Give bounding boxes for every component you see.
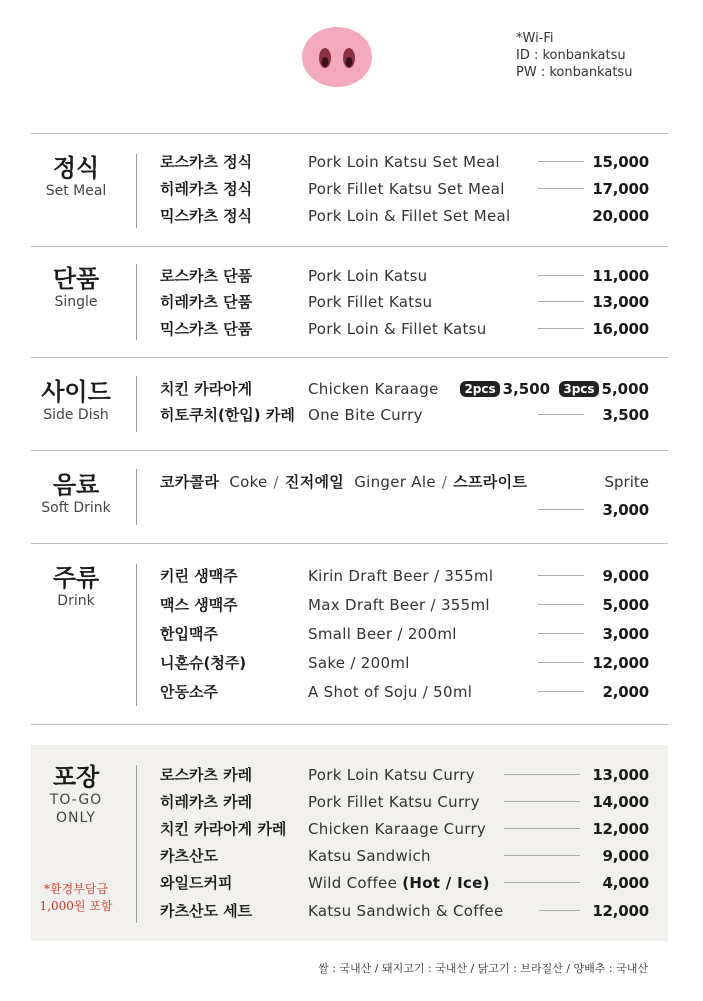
item-name-ko: 키린 생맥주 (160, 567, 238, 585)
item-price: 16,000 (592, 320, 649, 338)
wifi-info (516, 30, 632, 81)
menu-item (31, 289, 668, 315)
item-name-ko: 진저에일 (284, 473, 345, 491)
dash-leader (538, 328, 584, 329)
menu-item (31, 679, 668, 705)
item-name-en: Kirin Draft Beer / 355ml (308, 567, 494, 585)
category-en: TO-GO (49, 792, 103, 808)
dash-leader (538, 575, 584, 576)
item-name-ko: 스프라이트 (453, 473, 528, 491)
dash-leader (538, 662, 584, 663)
item-name-en: Pork Fillet Katsu Set Meal (308, 180, 505, 198)
dash-leader (504, 882, 580, 883)
item-name-en: Small Beer / 200ml (308, 625, 457, 643)
dash-leader (538, 604, 584, 605)
dash-leader (504, 801, 580, 802)
dash-leader (538, 509, 584, 510)
menu-item (31, 376, 668, 402)
item-price: 20,000 (592, 207, 649, 225)
item-name-en: A Shot of Soju / 50ml (308, 683, 473, 701)
menu-item (31, 469, 668, 495)
item-name-ko: 믹스카츠 정식 (160, 207, 253, 225)
item-price: 13,000 (592, 766, 649, 784)
fee-note-line: *환경부담금 (44, 882, 108, 896)
section-set-meal (31, 134, 668, 246)
category-en: Drink (57, 593, 95, 609)
dash-leader (538, 414, 584, 415)
origin-info: 쌀 : 국내산 / 돼지고기 : 국내산 / 닭고기 : 브라질산 / 양배추 : 국내산 (318, 962, 648, 975)
item-price: 3,500 (502, 380, 551, 398)
item-price: 3,000 (602, 501, 649, 519)
item-name-ko: 히레카츠 정식 (160, 180, 253, 198)
menu-item (31, 176, 668, 202)
item-name-en: Max Draft Beer / 355ml (308, 596, 490, 614)
category-ko: 포장 (52, 763, 100, 791)
item-name-ko: 한입맥주 (160, 625, 218, 643)
category-ko: 정식 (52, 154, 100, 182)
category-ko: 음료 (52, 471, 100, 499)
wifi-id: ID : konbankatsu (516, 48, 626, 63)
section-side-dish (31, 358, 668, 450)
item-name-en: Pork Loin Katsu Curry (308, 766, 475, 784)
item-name-ko: 로스카츠 카레 (160, 766, 253, 784)
fee-note-line: 1,000원 포함 (39, 899, 113, 913)
item-price: 12,000 (592, 902, 649, 920)
item-name-ko: 코카콜라 (160, 473, 220, 491)
dash-leader (504, 855, 580, 856)
item-price: 5,000 (601, 380, 649, 398)
item-name-ko: 히토쿠치(한입) 카레 (160, 406, 295, 424)
item-name-ko: 믹스카츠 단품 (160, 320, 253, 338)
item-name-en: Pork Loin & Fillet Set Meal (308, 207, 511, 225)
dash-leader (538, 188, 584, 189)
dash-leader (539, 910, 580, 911)
menu-item (31, 621, 668, 647)
menu-item (31, 898, 668, 924)
category-ko: 단품 (52, 265, 100, 293)
menu-item (31, 402, 668, 428)
item-price: 3,000 (602, 625, 649, 643)
pig-nose-icon (301, 26, 373, 88)
item-name-en: Chicken Karaage Curry (308, 820, 487, 838)
section-single (31, 247, 668, 357)
menu-item (31, 650, 668, 676)
item-name-en: Chicken Karaage (308, 380, 439, 398)
item-price: 2,000 (602, 683, 649, 701)
category-en: Single (54, 294, 98, 310)
menu-item (31, 592, 668, 618)
item-name-ko: 로스카츠 단품 (160, 267, 253, 285)
item-name-ko: 와일드커피 (160, 874, 233, 892)
menu-item (31, 497, 668, 523)
menu-item (31, 203, 668, 229)
section-togo (31, 745, 668, 941)
menu-item (31, 316, 668, 342)
wifi-title: *Wi-Fi (516, 31, 554, 46)
item-name-en: Pork Loin Katsu Set Meal (308, 153, 500, 171)
pcs-badge: 3pcs (559, 381, 598, 397)
item-price: 12,000 (592, 820, 649, 838)
section-soft-drink (31, 451, 668, 543)
category-en: Set Meal (45, 183, 107, 199)
item-name-en: Pork Fillet Katsu (308, 293, 433, 311)
item-name-en: Coke (229, 473, 268, 491)
item-name-ko: 치킨 카라아게 카레 (160, 820, 287, 838)
item-name-ko: 히레카츠 카레 (160, 793, 253, 811)
menu-item (31, 149, 668, 175)
item-name-en: Pork Loin & Fillet Katsu (308, 320, 487, 338)
item-price: 5,000 (602, 596, 649, 614)
item-name-en: Katsu Sandwich & Coffee (308, 902, 504, 920)
item-price: 17,000 (592, 180, 649, 198)
item-name-ko: 로스카츠 정식 (160, 153, 253, 171)
menu-item (31, 789, 668, 815)
item-name-en: Katsu Sandwich (308, 847, 431, 865)
item-name-en: Wild Coffee (308, 874, 398, 892)
item-name-ko: 안동소주 (160, 683, 218, 701)
item-name-ko: 치킨 카라아게 (160, 380, 253, 398)
soft-drink-list (160, 469, 527, 495)
category-en: Soft Drink (41, 500, 111, 516)
item-name-en: Pork Loin Katsu (308, 267, 428, 285)
item-name-en-group (308, 870, 490, 896)
dash-leader (538, 633, 584, 634)
category-en: ONLY (56, 810, 96, 826)
category-ko: 주류 (52, 564, 100, 592)
menu-item (31, 563, 668, 589)
section-drink (31, 544, 668, 724)
divider (31, 724, 668, 725)
dash-leader (504, 774, 580, 775)
category-en: Side Dish (43, 407, 109, 423)
item-name-ko: 히레카츠 단품 (160, 293, 253, 311)
dash-leader (538, 161, 584, 162)
menu-item (31, 762, 668, 788)
pcs-badge: 2pcs (460, 381, 499, 397)
item-price: 12,000 (592, 654, 649, 672)
separator: / (441, 473, 448, 491)
separator: / (273, 473, 279, 491)
item-name-en: Sprite (604, 473, 649, 491)
item-name-ko: 니혼슈(청주) (160, 654, 247, 672)
item-price: 15,000 (592, 153, 649, 171)
menu-item (31, 816, 668, 842)
item-name-en: Pork Fillet Katsu Curry (308, 793, 480, 811)
menu-item (31, 843, 668, 869)
category-ko: 사이드 (41, 378, 111, 406)
dash-leader (538, 275, 584, 276)
wifi-password: PW : konbankatsu (516, 65, 633, 80)
hot-ice-option: (Hot / Ice) (402, 874, 490, 892)
item-name-en: Sake / 200ml (308, 654, 410, 672)
dash-leader (538, 691, 584, 692)
menu-item (31, 263, 668, 289)
item-price: 11,000 (592, 267, 649, 285)
price-options (460, 376, 649, 402)
item-price: 4,000 (602, 874, 649, 892)
item-name-ko: 맥스 생맥주 (160, 596, 238, 614)
item-name-ko: 카츠산도 세트 (160, 902, 253, 920)
item-price: 9,000 (602, 847, 649, 865)
item-price: 14,000 (592, 793, 649, 811)
item-price: 13,000 (592, 293, 649, 311)
item-name-en: One Bite Curry (308, 406, 423, 424)
dash-leader (504, 828, 580, 829)
item-name-en: Ginger Ale (354, 473, 436, 491)
item-price: 3,500 (602, 406, 649, 424)
item-name-ko: 카츠산도 (160, 847, 218, 865)
dash-leader (538, 301, 584, 302)
item-price: 9,000 (602, 567, 649, 585)
menu-item (31, 870, 668, 896)
